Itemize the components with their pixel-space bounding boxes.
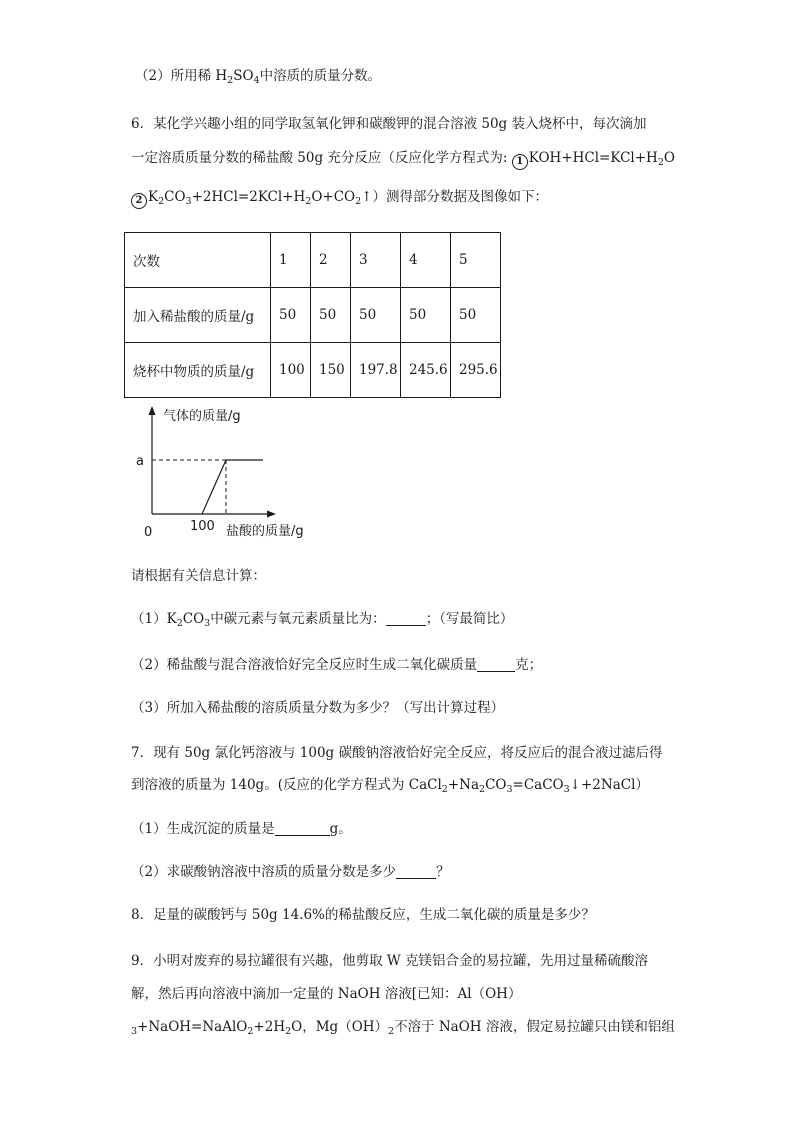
q7-part1: （1）生成沉淀的质量是 g。 [131,821,352,837]
answer-blank [275,821,330,836]
q5-part2-line: （2）所用稀 $H_2SO_4$中溶质的质量分数。 [135,68,382,86]
table-cell: 次数 [125,233,271,288]
table-cell: 245.6 [401,343,451,398]
table-cell: 295.6 [451,343,501,398]
table-cell: 50 [351,288,401,343]
table-cell: 4 [401,233,451,288]
q6-part2: （2）稀盐酸与混合溶液恰好完全反应时生成二氧化碳质量 克； [131,657,543,673]
data-table [124,232,501,398]
table-cell: 加入稀盐酸的质量/g [125,288,271,343]
table-row [125,343,501,398]
q6-part3: （3）所加入稀盐酸的溶质质量分数为多少？（写出计算过程） [131,700,505,716]
x-tick-label: 100 [190,519,215,534]
table-cell: 5 [451,233,501,288]
table-cell: 50 [401,288,451,343]
table-cell: 50 [451,288,501,343]
table-cell: 50 [311,288,351,343]
answer-blank [477,657,515,672]
table-cell: 150 [311,343,351,398]
q6-part1: $(1)K_2CO_3$中碳元素与氧元素质量比为： ；（写最简比） [131,611,514,629]
origin-label: 0 [144,525,153,540]
y-axis-label: 气体的质量/g [163,409,241,424]
table-cell: 50 [271,288,311,343]
q8-line: 8．足量的碳酸钙与 50g 14.6%的稀盐酸反应，生成二氧化碳的质量是多少？ [131,907,595,923]
circled-number-2-icon: 2 [131,193,147,209]
table-row [125,288,501,343]
q7-part2: （2）求碳酸钠溶液中溶质的质量分数是多少 ？ [131,864,450,880]
x-axis-arrow-icon [267,511,276,518]
q9-line1: 9．小明对废弃的易拉罐很有兴趣，他剪取 W 克镁铝合金的易拉罐，先用过量稀硫酸溶 [131,953,649,969]
q6-line3: 2 $K_2CO_3+2HCl=2KCl+H_2O+CO_2↑$）测得部分数据及图像如下： [131,187,548,209]
a-label: a [136,454,144,469]
table-row [125,233,501,288]
q9-line2: 解，然后再向溶液中滴加一定量的 NaOH 溶液[已知：Al（OH） [131,986,522,1002]
y-axis-arrow-icon [149,406,156,415]
table-cell: 197.8 [351,343,401,398]
table-cell: 烧杯中物质的质量/g [125,343,271,398]
x-axis-label: 盐酸的质量/g [226,524,304,539]
q6-line1: 6．某化学兴趣小组的同学取氢氧化钾和碳酸钾的混合溶液 50g 装入烧杯中，每次滴加 [131,116,647,132]
table-cell: 100 [271,343,311,398]
table-cell: 1 [271,233,311,288]
answer-blank [396,864,436,879]
table-cell: 3 [351,233,401,288]
q6-prompt: 请根据有关信息计算： [131,568,266,584]
circled-number-1-icon: 1 [512,154,528,170]
q9-line3: $_3+NaOH=NaAlO_2+2H_2O$，$Mg(OH)_2$不溶于 NaOH 溶液，假定易拉罐只由镁和铝组 [131,1019,675,1037]
q7-line1: 7．现有 50g 氯化钙溶液与 100g 碳酸钠溶液恰好完全反应，将反应后的混合液过滤后得 [131,745,663,761]
table-cell: 2 [311,233,351,288]
answer-blank [386,611,426,626]
q7-line2: 到溶液的质量为 140g。(反应的化学方程式为 $CaCl_2+Na_2CO_3=CaCO_3↓+2NaCl$） [131,777,649,795]
gas-mass-graph [130,404,330,544]
rising-line [202,460,226,514]
q6-line2: 一定溶质质量分数的稀盐酸 50g 充分反应（反应化学方程式为: 1 $KOH+HCl=KCl+H_2O$ [131,150,675,168]
